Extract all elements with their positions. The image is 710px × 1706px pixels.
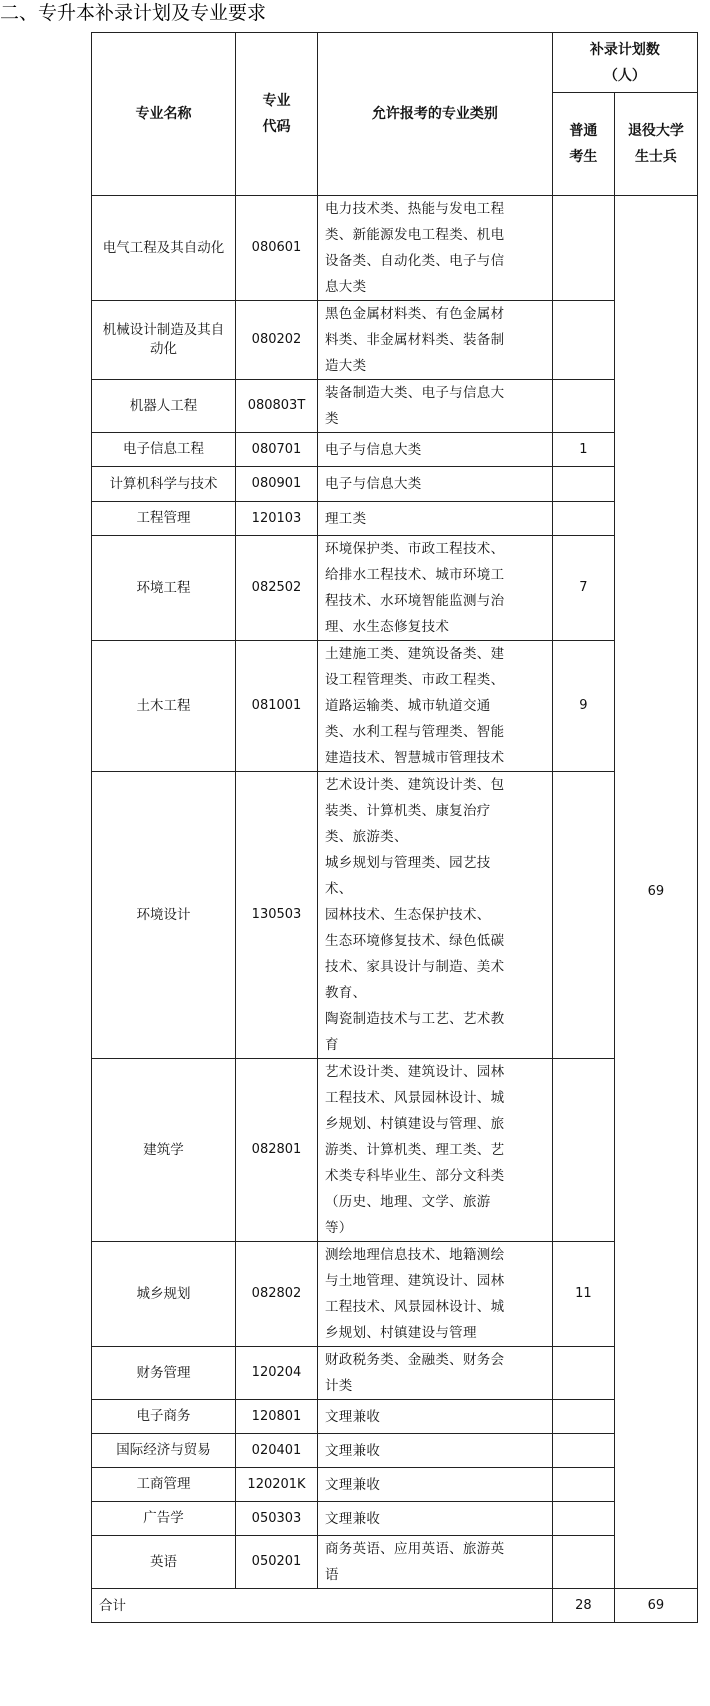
allowed-categories-cell: 电子与信息大类 [317,433,552,467]
regular-quota-cell [552,1434,614,1468]
regular-quota-cell [552,772,614,1059]
major-code-cell: 080701 [236,433,318,467]
header-name: 专业名称 [92,33,236,196]
table-row [92,196,698,301]
table-row [92,1059,698,1242]
table-row [92,380,698,433]
major-name-cell: 工程管理 [92,502,236,536]
table-row [92,1434,698,1468]
table-row [92,1347,698,1400]
total-regular: 28 [552,1589,614,1623]
allowed-categories-cell: 装备制造大类、电子与信息大 类 [317,380,552,433]
major-name-cell: 环境工程 [92,536,236,641]
header-code-line1: 专业 [262,93,291,109]
major-name-cell: 机械设计制造及其自动化 [92,301,236,380]
header-regular-line2: 考生 [569,149,598,165]
allowed-categories-cell: 土建施工类、建筑设备类、建 设工程管理类、市政工程类、 道路运输类、城市轨道交通 类、水利工程与管理类、智能 建造技术、智慧城市管理技术 [317,641,552,772]
major-name-cell: 财务管理 [92,1347,236,1400]
header-row-1 [92,33,698,93]
table-row [92,502,698,536]
allowed-categories-cell: 文理兼收 [317,1502,552,1536]
major-name-cell: 环境设计 [92,772,236,1059]
total-label: 合计 [92,1589,553,1623]
regular-quota-cell [552,1400,614,1434]
table-row [92,301,698,380]
major-code-cell: 050303 [236,1502,318,1536]
allowed-categories-cell: 环境保护类、市政工程技术、 给排水工程技术、城市环境工 程技术、水环境智能监测与治 理、水生态修复技术 [317,536,552,641]
table-row [92,1400,698,1434]
header-plan-line2: （人） [603,67,646,84]
major-name-cell: 城乡规划 [92,1242,236,1347]
allowed-categories-cell: 财政税务类、金融类、财务会 计类 [317,1347,552,1400]
major-code-cell: 050201 [236,1536,318,1589]
major-code-cell: 120201K [236,1468,318,1502]
major-name-cell: 电子信息工程 [92,433,236,467]
admission-plan-table [91,32,698,1623]
header-plan-line1: 补录计划数 [589,41,660,58]
header-veteran-line1: 退役大学 [627,123,684,139]
major-code-cell: 080202 [236,301,318,380]
veteran-quota-merged-cell: 69 [614,196,697,1589]
table-row [92,536,698,641]
major-name-cell: 国际经济与贸易 [92,1434,236,1468]
header-code [236,33,318,196]
major-code-cell: 120103 [236,502,318,536]
major-code-cell: 080901 [236,467,318,502]
major-code-cell: 082802 [236,1242,318,1347]
header-regular-line1: 普通 [569,123,598,139]
regular-quota-cell: 9 [552,641,614,772]
allowed-categories-cell: 文理兼收 [317,1400,552,1434]
major-name-cell: 计算机科学与技术 [92,467,236,502]
header-category: 允许报考的专业类别 [317,33,552,196]
section-title: 二、专升本补录计划及专业要求 [0,2,267,24]
regular-quota-cell [552,502,614,536]
major-code-cell: 120204 [236,1347,318,1400]
header-veteran [614,93,697,196]
regular-quota-cell [552,1536,614,1589]
table-row [92,433,698,467]
table-row [92,467,698,502]
major-name-cell: 电子商务 [92,1400,236,1434]
allowed-categories-cell: 理工类 [317,502,552,536]
major-name-cell: 建筑学 [92,1059,236,1242]
table-row [92,1536,698,1589]
regular-quota-cell [552,1468,614,1502]
table-row [92,772,698,1059]
allowed-categories-cell: 艺术设计类、建筑设计类、包 装类、计算机类、康复治疗 类、旅游类、 城乡规划与管理类、园艺技 术、 园林技术、生态保护技术、 生态环境修复技术、绿色低碳 技术、家具设计与制造、美术 教育、 陶瓷制造技术与工艺、艺术教 育 [317,772,552,1059]
major-code-cell: 020401 [236,1434,318,1468]
major-code-cell: 081001 [236,641,318,772]
table-row [92,1468,698,1502]
allowed-categories-cell: 测绘地理信息技术、地籍测绘 与土地管理、建筑设计、园林 工程技术、风景园林设计、城 乡规划、村镇建设与管理 [317,1242,552,1347]
major-name-cell: 电气工程及其自动化 [92,196,236,301]
major-name-cell: 机器人工程 [92,380,236,433]
regular-quota-cell: 7 [552,536,614,641]
major-name-cell: 土木工程 [92,641,236,772]
allowed-categories-cell: 文理兼收 [317,1434,552,1468]
total-row [92,1589,698,1623]
header-regular [552,93,614,196]
major-code-cell: 080803T [236,380,318,433]
regular-quota-cell [552,467,614,502]
table-row [92,641,698,772]
allowed-categories-cell: 商务英语、应用英语、旅游英 语 [317,1536,552,1589]
regular-quota-cell: 1 [552,433,614,467]
major-code-cell: 130503 [236,772,318,1059]
total-veteran: 69 [614,1589,697,1623]
allowed-categories-cell: 文理兼收 [317,1468,552,1502]
regular-quota-cell [552,1347,614,1400]
major-code-cell: 082502 [236,536,318,641]
allowed-categories-cell: 电力技术类、热能与发电工程 类、新能源发电工程类、机电 设备类、自动化类、电子与信 息大类 [317,196,552,301]
header-plan [552,33,697,93]
header-veteran-line2: 生士兵 [634,149,677,165]
major-name-cell: 英语 [92,1536,236,1589]
major-code-cell: 082801 [236,1059,318,1242]
allowed-categories-cell: 艺术设计类、建筑设计、园林 工程技术、风景园林设计、城 乡规划、村镇建设与管理、旅 游类、计算机类、理工类、艺 术类专科毕业生、部分文科类 （历史、地理、文学、旅游 等） [317,1059,552,1242]
table-row [92,1242,698,1347]
allowed-categories-cell: 电子与信息大类 [317,467,552,502]
regular-quota-cell [552,301,614,380]
major-code-cell: 120801 [236,1400,318,1434]
table-row [92,1502,698,1536]
regular-quota-cell [552,1502,614,1536]
major-code-cell: 080601 [236,196,318,301]
allowed-categories-cell: 黑色金属材料类、有色金属材 料类、非金属材料类、装备制 造大类 [317,301,552,380]
regular-quota-cell: 11 [552,1242,614,1347]
major-name-cell: 广告学 [92,1502,236,1536]
regular-quota-cell [552,196,614,301]
header-code-line2: 代码 [262,119,291,135]
major-name-cell: 工商管理 [92,1468,236,1502]
regular-quota-cell [552,380,614,433]
regular-quota-cell [552,1059,614,1242]
